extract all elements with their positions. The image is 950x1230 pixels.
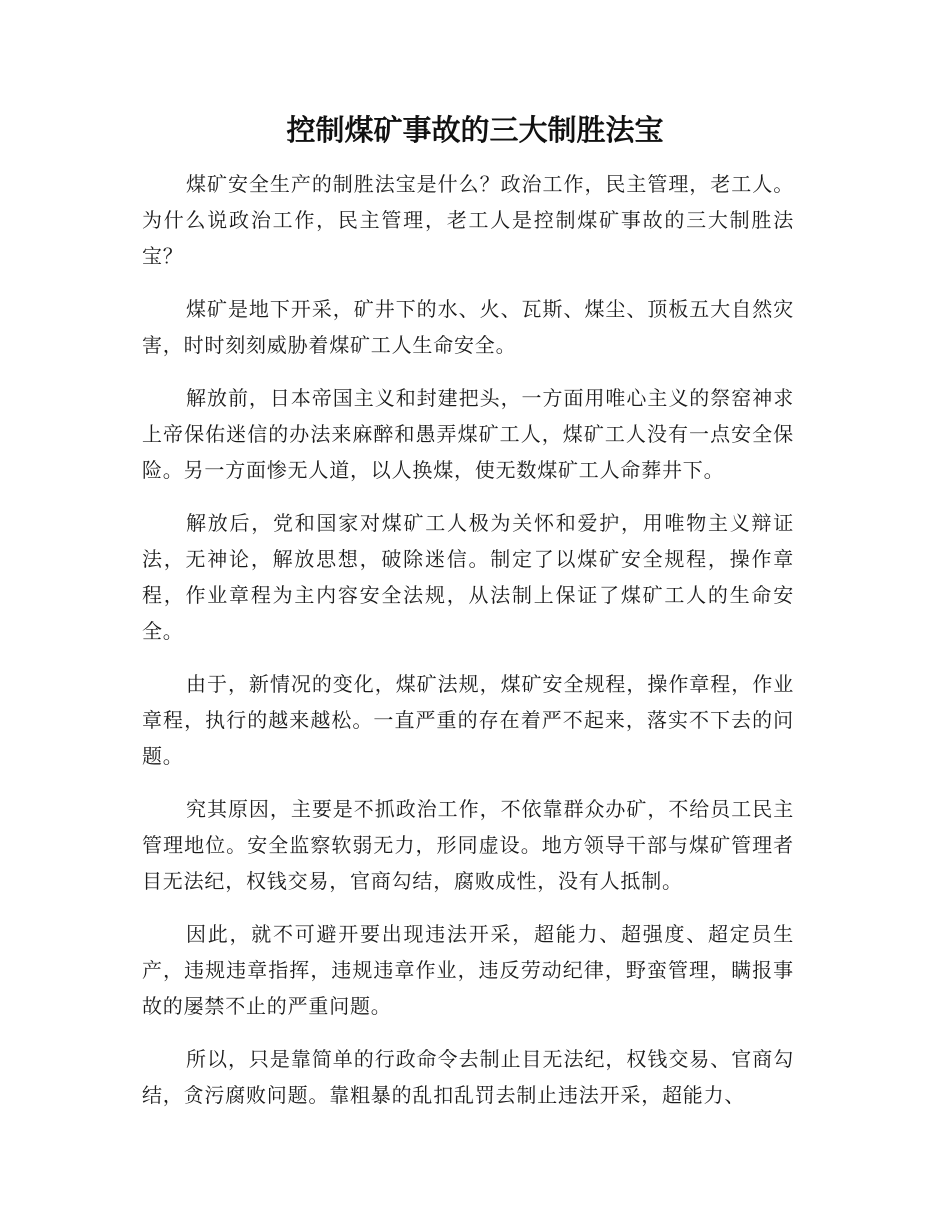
paragraph-5: 由于，新情况的变化，煤矿法规，煤矿安全规程，操作章程，作业章程，执行的越来越松。一直严重的存在着严不起来，落实不下去的问题。	[142, 672, 794, 768]
document-body	[142, 166, 794, 1130]
paragraph-3: 解放前，日本帝国主义和封建把头，一方面用唯心主义的祭窑神求上帝保佑迷信的办法来麻醉和愚弄煤矿工人，煤矿工人没有一点安全保险。另一方面惨无人道，以人换煤，使无数煤矿工人命葬井下。	[142, 386, 794, 482]
paragraph-6: 究其原因，主要是不抓政治工作，不依靠群众办矿，不给员工民主管理地位。安全监察软弱无力，形同虚设。地方领导干部与煤矿管理者目无法纪，权钱交易，官商勾结，腐败成性，没有人抵制。	[142, 797, 794, 893]
paragraph-1: 煤矿安全生产的制胜法宝是什么？政治工作，民主管理，老工人。为什么说政治工作，民主管理，老工人是控制煤矿事故的三大制胜法宝？	[142, 172, 794, 268]
paragraph-4: 解放后，党和国家对煤矿工人极为关怀和爱护，用唯物主义辩证法，无神论，解放思想，破除迷信。制定了以煤矿安全规程，操作章程，作业章程为主内容安全法规，从法制上保证了煤矿工人的生命安全。	[142, 511, 794, 643]
paragraph-8: 所以，只是靠简单的行政命令去制止目无法纪，权钱交易、官商勾结，贪污腐败问题。靠粗暴的乱扣乱罚去制止违法开采，超能力、	[142, 1047, 794, 1107]
paragraph-7: 因此，就不可避开要出现违法开采，超能力、超强度、超定员生产，违规违章指挥，违规违章作业，违反劳动纪律，野蛮管理，瞒报事故的屡禁不止的严重问题。	[142, 922, 794, 1018]
document-title: 控制煤矿事故的三大制胜法宝	[286, 113, 664, 147]
paragraph-2: 煤矿是地下开采，矿井下的水、火、瓦斯、煤尘、顶板五大自然灾害，时时刻刻威胁着煤矿工人生命安全。	[142, 297, 794, 357]
